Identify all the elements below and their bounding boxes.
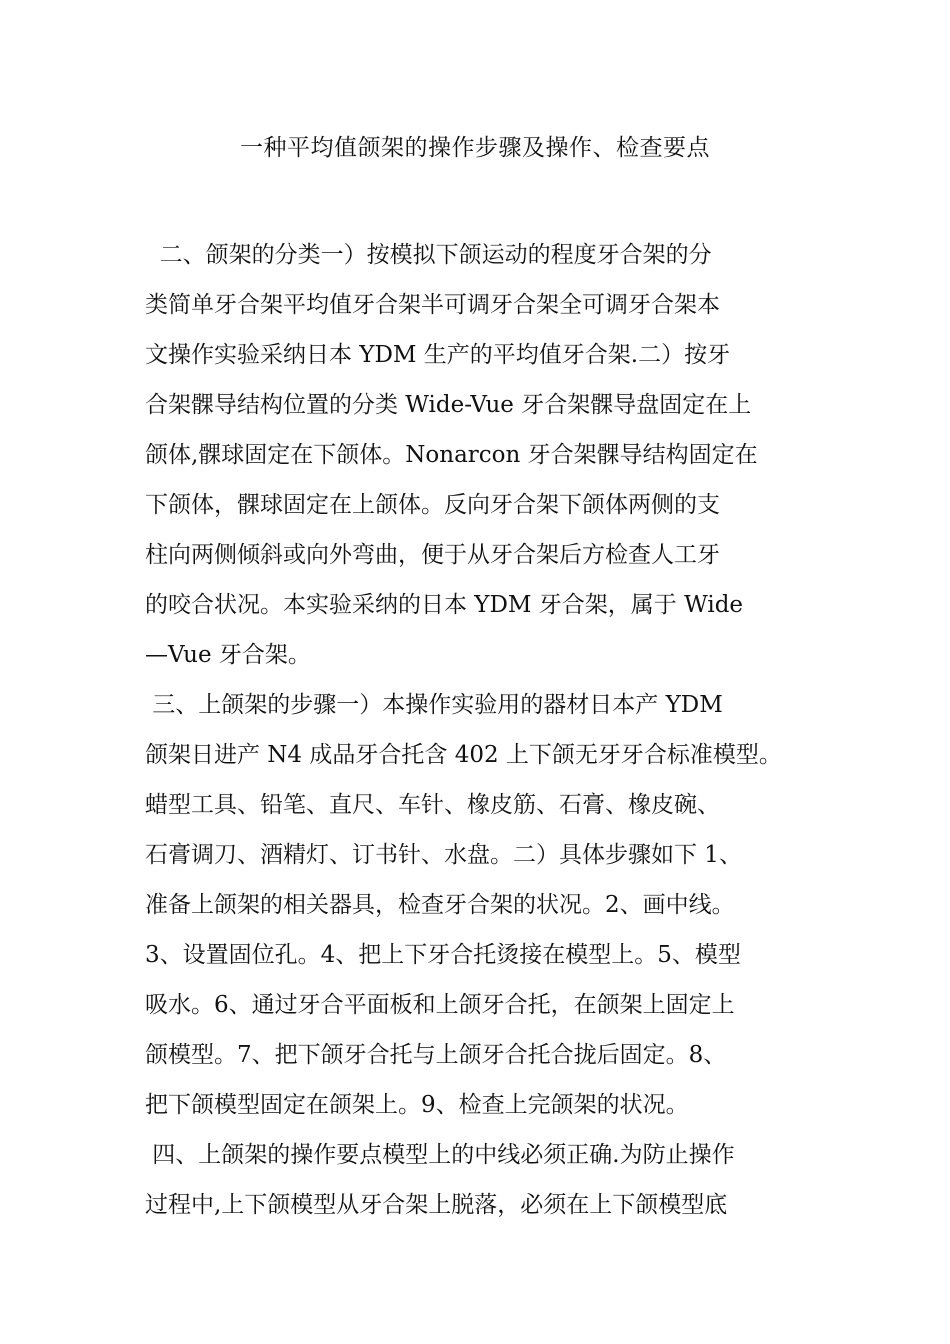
body-line: 把下颌模型固定在颌架上。9、检查上完颌架的状况。 [145, 1092, 689, 1118]
body-line: 吸水。6、通过牙合平面板和上颌牙合托，在颌架上固定上 [145, 992, 735, 1018]
body-line: 颌模型。7、把下颌牙合托与上颌牙合托合拢后固定。8、 [145, 1042, 727, 1068]
body-line: 下颌体，髁球固定在上颌体。反向牙合架下颌体两侧的支 [145, 492, 720, 518]
document-title: 一种平均值颌架的操作步骤及操作、检查要点 [240, 135, 710, 161]
body-line: 蜡型工具、铅笔、直尺、车针、橡皮筋、石膏、橡皮碗、 [145, 792, 720, 818]
body-line: 柱向两侧倾斜或向外弯曲，便于从牙合架后方检查人工牙 [145, 542, 720, 568]
body-line: 颌架日进产 N4 成品牙合托含 402 上下颌无牙牙合标准模型。 [145, 742, 782, 768]
body-line: 三、上颌架的步骤一）本操作实验用的器材日本产 YDM [145, 692, 723, 718]
body-line: 3、设置固位孔。4、把上下牙合托烫接在模型上。5、模型 [145, 942, 741, 968]
body-line: 合架髁导结构位置的分类 Wide-Vue 牙合架髁导盘固定在上 [145, 392, 752, 418]
body-line: 的咬合状况。本实验采纳的日本 YDM 牙合架，属于 Wide [145, 592, 744, 618]
body-line: 准备上颌架的相关器具，检查牙合架的状况。2、画中线。 [145, 892, 735, 918]
body-line: 文操作实验采纳日本 YDM 生产的平均值牙合架.二）按牙 [145, 342, 731, 368]
body-line: 四、上颌架的操作要点模型上的中线必须正确.为防止操作 [145, 1142, 735, 1168]
body-line: 二、颌架的分类一）按模拟下颌运动的程度牙合架的分 [145, 242, 712, 268]
body-line: 石膏调刀、酒精灯、订书针、水盘。二）具体步骤如下 1、 [145, 842, 742, 868]
body-line: 类简单牙合架平均值牙合架半可调牙合架全可调牙合架本 [145, 292, 720, 318]
body-line: 颌体,髁球固定在下颌体。Nonarcon 牙合架髁导结构固定在 [145, 442, 758, 468]
body-line: —Vue 牙合架。 [145, 642, 311, 668]
body-line: 过程中,上下颌模型从牙合架上脱落，必须在上下颌模型底 [145, 1192, 728, 1218]
document-body [145, 230, 825, 1230]
